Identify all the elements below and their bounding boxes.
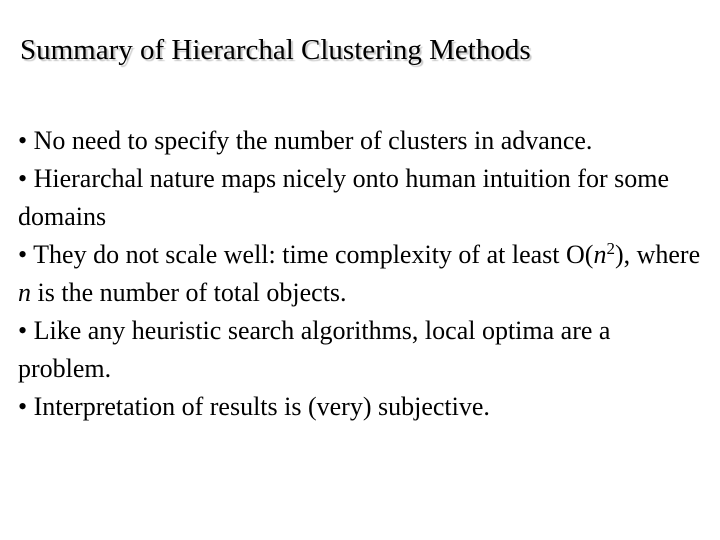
bullet-marker: • bbox=[18, 126, 28, 155]
math-exponent: 2 bbox=[606, 239, 615, 258]
bullet-item bbox=[18, 160, 708, 236]
bullet-text-mid: ), where bbox=[614, 240, 701, 269]
slide-title: Summary of Hierarchal Clustering Methods bbox=[20, 34, 531, 66]
bullet-text: No need to specify the number of clusters in advance. bbox=[33, 126, 593, 155]
bullet-marker: • bbox=[18, 240, 28, 269]
math-variable-n: n bbox=[593, 240, 607, 269]
bullet-item bbox=[18, 236, 708, 312]
bullet-text: Interpretation of results is (very) subjective. bbox=[33, 392, 490, 421]
bullet-marker: • bbox=[18, 164, 28, 193]
bullet-list bbox=[18, 122, 708, 426]
bullet-text: Like any heuristic search algorithms, local optima are a problem. bbox=[18, 316, 611, 383]
math-variable-n: n bbox=[18, 278, 31, 307]
bullet-text: Hierarchal nature maps nicely onto human intuition for some domains bbox=[18, 164, 669, 231]
bullet-item bbox=[18, 312, 708, 388]
bullet-text-pre: They do not scale well: time complexity of at least O( bbox=[33, 240, 594, 269]
bullet-marker: • bbox=[18, 392, 28, 421]
bullet-marker: • bbox=[18, 316, 28, 345]
bullet-text-post: is the number of total objects. bbox=[31, 278, 347, 307]
bullet-item bbox=[18, 388, 708, 426]
bullet-item bbox=[18, 122, 708, 160]
